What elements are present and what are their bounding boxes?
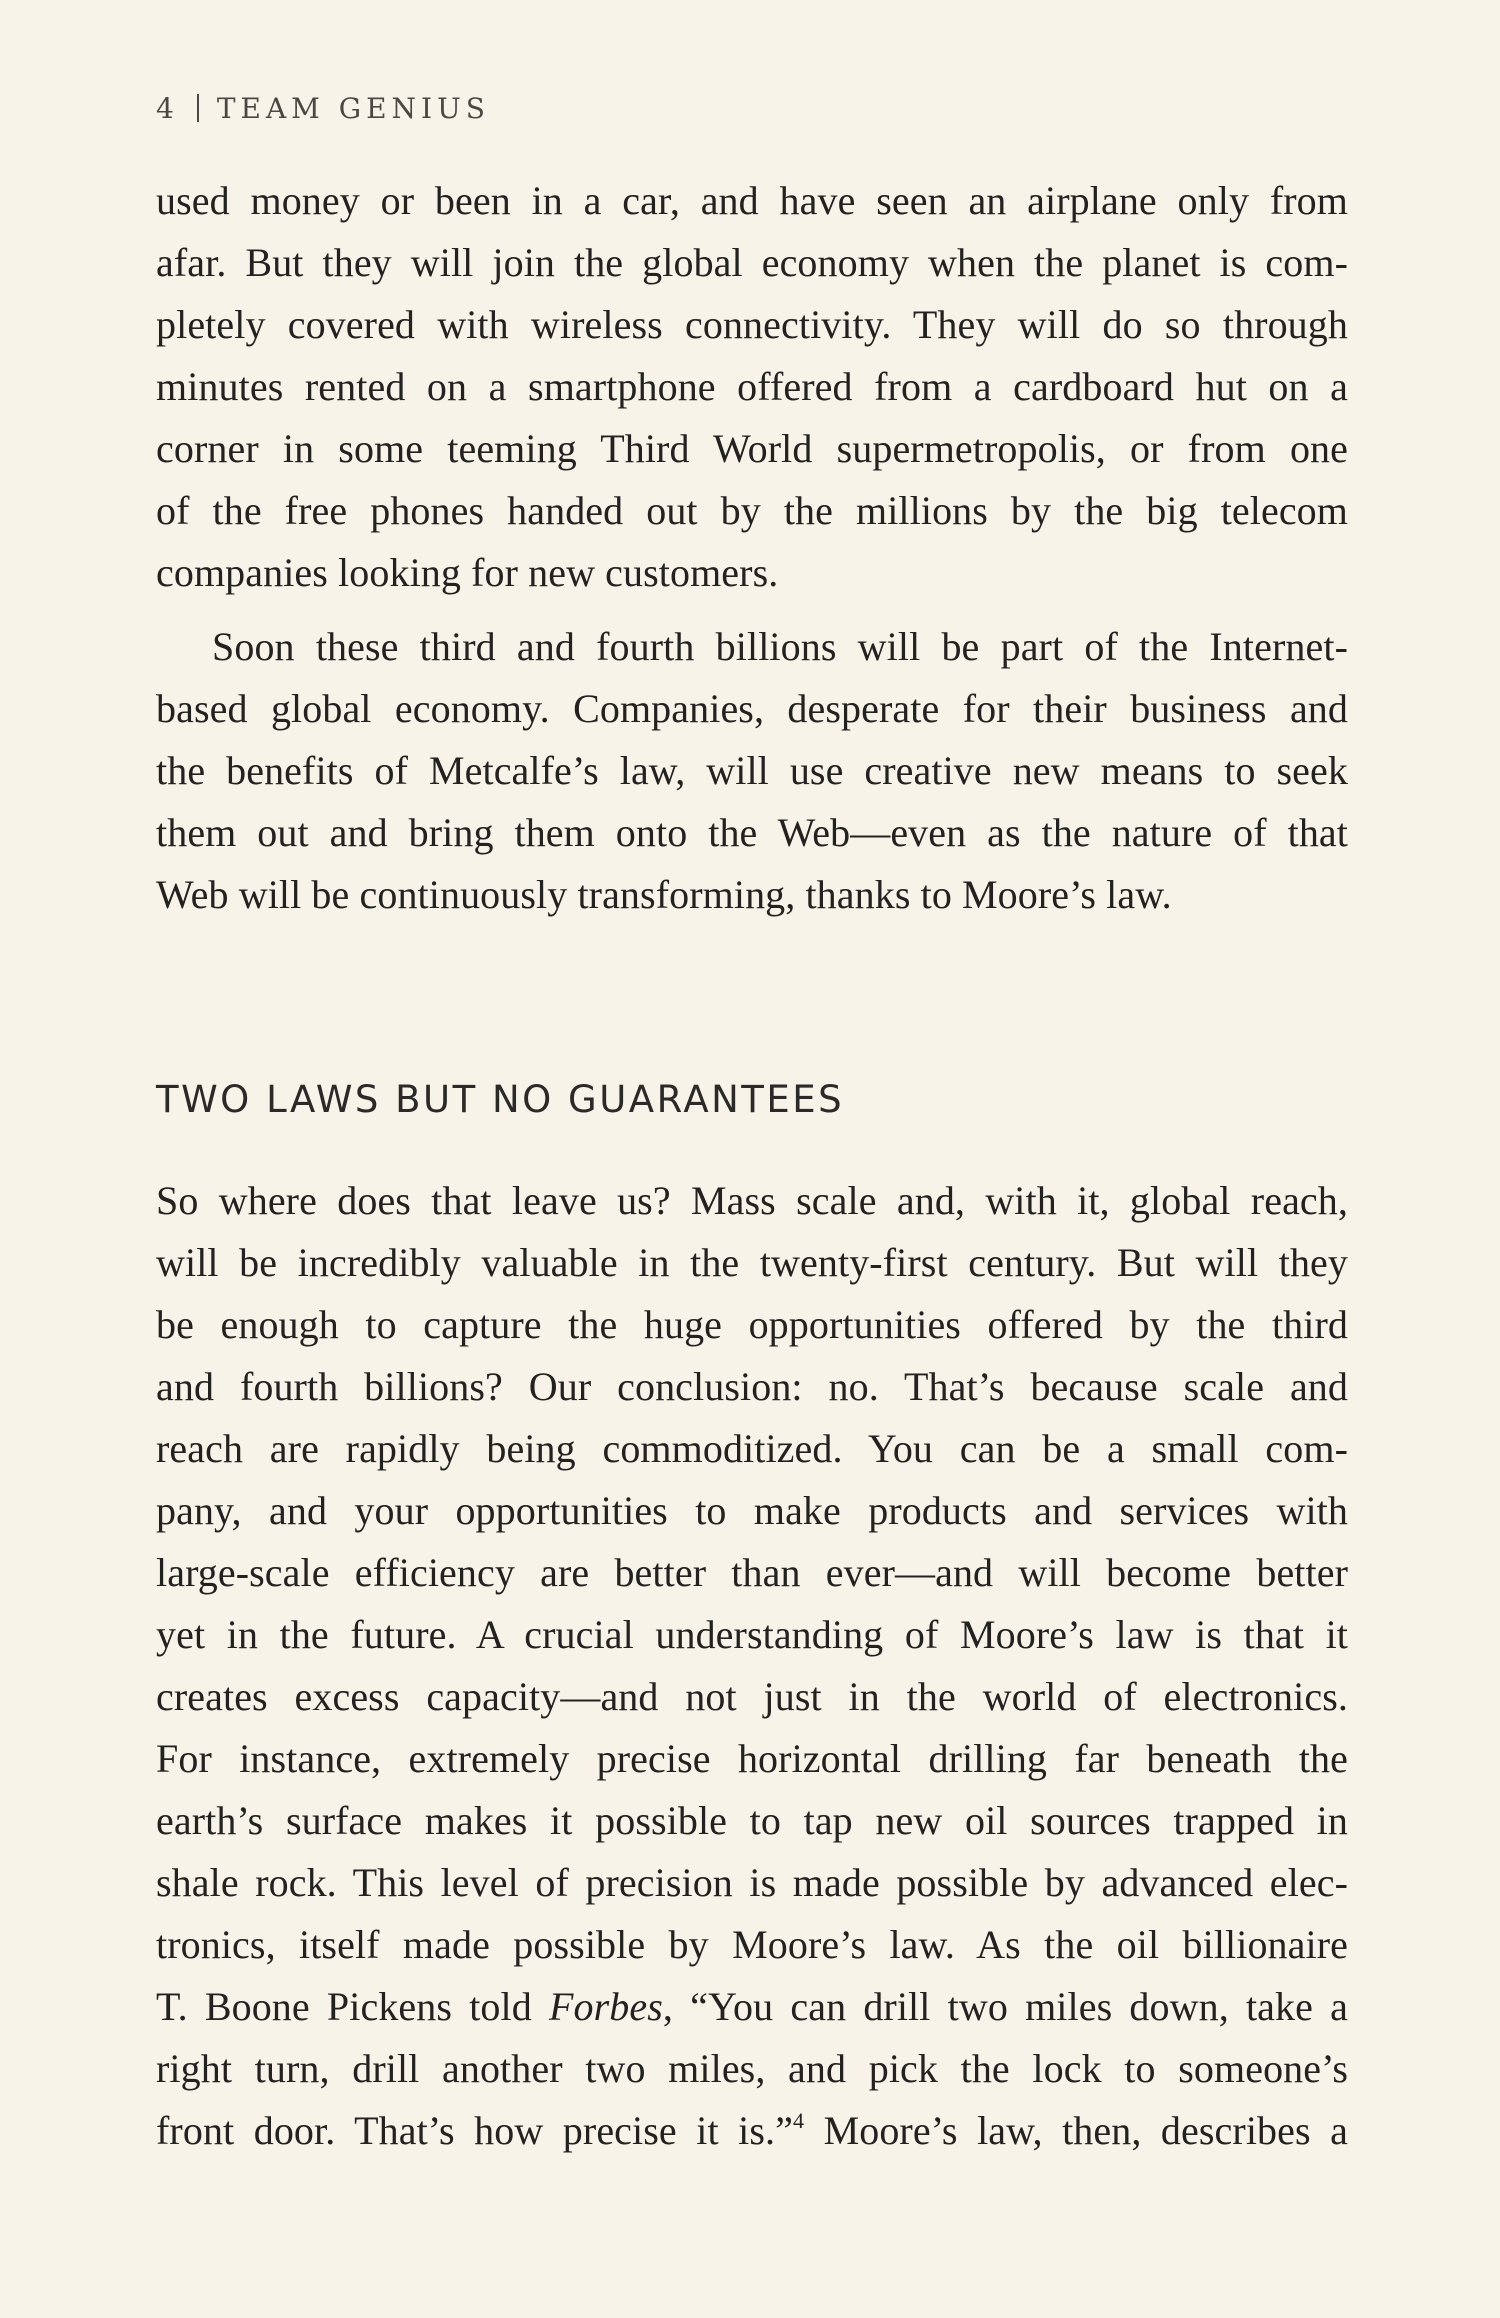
text-line: reach are rapidly being commoditized. You can be a small com- [156, 1426, 1348, 1471]
page-number: 4 [156, 92, 179, 125]
text-line: earth’s surface makes it possible to tap new oil sources trapped in [156, 1798, 1348, 1843]
publication-title: Forbes [548, 1984, 663, 2029]
text-line: pany, and your opportunities to make products and services with [156, 1488, 1348, 1533]
text-line: large-scale efficiency are better than ever—and will become better [156, 1550, 1348, 1595]
text-line: them out and bring them onto the Web—even as the nature of that [156, 810, 1348, 855]
text-line: afar. But they will join the global economy when the planet is com- [156, 240, 1348, 285]
text-line: based global economy. Companies, desperate for their business and [156, 686, 1348, 731]
text-line: corner in some teeming Third World supermetropolis, or from one [156, 426, 1348, 471]
paragraph-soon [156, 616, 1348, 926]
text-line: be enough to capture the huge opportunities offered by the third [156, 1302, 1348, 1347]
text-line-final [156, 2100, 1348, 2162]
footnote-marker: 4 [792, 2108, 805, 2133]
text-line: pletely covered with wireless connectivity. They will do so through [156, 302, 1348, 347]
sentence-continued: Moore’s law, then, describes a [804, 2108, 1348, 2153]
quote-intro: T. Boone Pickens told [156, 1984, 549, 2029]
text-line: the benefits of Metcalfe’s law, will use creative new means to seek [156, 748, 1348, 793]
running-head [156, 92, 490, 125]
separator-bar [197, 94, 199, 122]
text-line: Web will be continuously transforming, thanks to Moore’s law. [156, 872, 1172, 917]
text-line: and fourth billions? Our conclusion: no. That’s because scale and [156, 1364, 1348, 1409]
section-heading: TWO LAWS BUT NO GUARANTEES [156, 1078, 845, 1121]
book-title: TEAM GENIUS [216, 92, 490, 125]
quote-text: , “You can drill two miles down, take a [662, 1984, 1348, 2029]
paragraph-two-laws [156, 1170, 1348, 2162]
text-line: yet in the future. A crucial understanding of Moore’s law is that it [156, 1612, 1348, 1657]
text-line: creates excess capacity—and not just in the world of electronics. [156, 1674, 1348, 1719]
text-line: So where does that leave us? Mass scale and, with it, global reach, [156, 1178, 1348, 1223]
text-line: shale rock. This level of precision is made possible by advanced elec- [156, 1860, 1348, 1905]
text-line: minutes rented on a smartphone offered from a cardboard hut on a [156, 364, 1348, 409]
text-line: of the free phones handed out by the millions by the big telecom [156, 488, 1348, 533]
text-line-quote [156, 1976, 1348, 2038]
text-line: companies looking for new customers. [156, 550, 779, 595]
text-line: right turn, drill another two miles, and pick the lock to someone’s [156, 2046, 1348, 2091]
quote-end: front door. That’s how precise it is.” [156, 2108, 793, 2153]
text-line: tronics, itself made possible by Moore’s law. As the oil billionaire [156, 1922, 1348, 1967]
text-line: will be incredibly valuable in the twenty-first century. But will they [156, 1240, 1348, 1285]
text-line: Soon these third and fourth billions will be part of the Internet- [212, 624, 1348, 669]
text-line: For instance, extremely precise horizontal drilling far beneath the [156, 1736, 1348, 1781]
paragraph-continued [156, 170, 1348, 604]
text-line: used money or been in a car, and have seen an airplane only from [156, 178, 1348, 223]
